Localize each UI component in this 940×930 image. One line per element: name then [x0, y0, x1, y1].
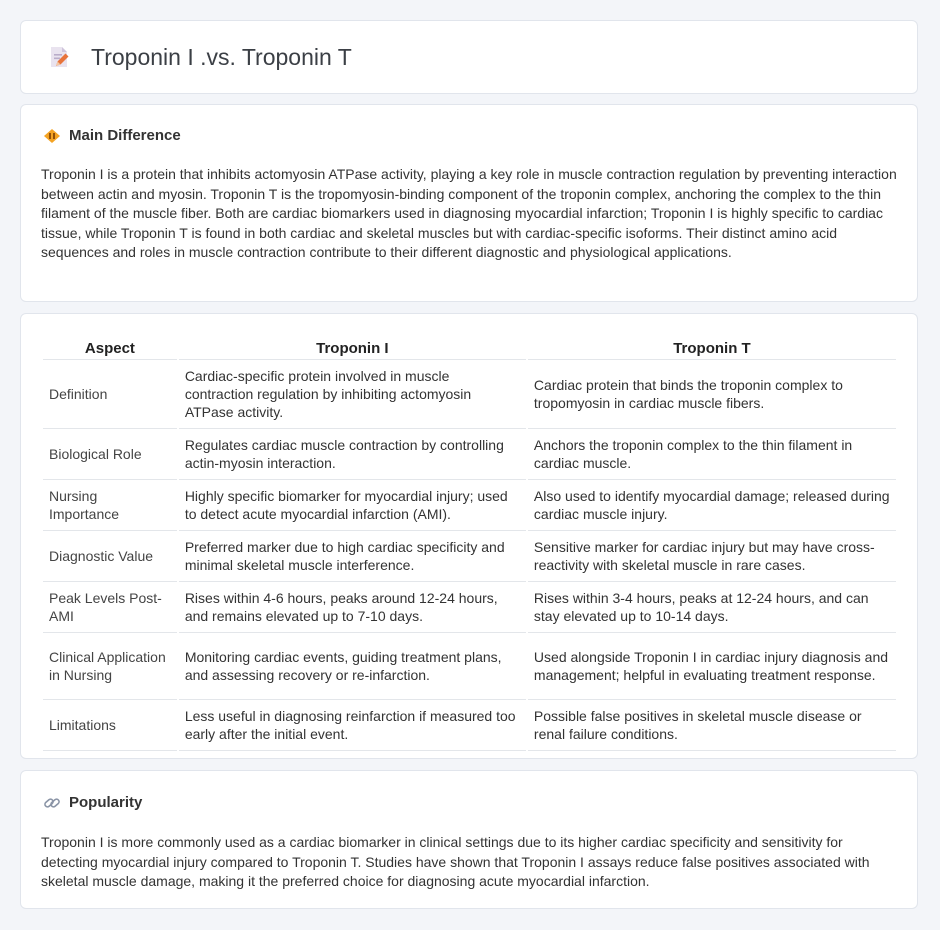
aspect-cell: Diagnostic Value — [43, 531, 177, 582]
troponin-t-cell: Possible false positives in skeletal muscle disease or renal failure conditions. — [528, 700, 896, 751]
popularity-heading: Popularity — [69, 794, 143, 811]
main-difference-header — [43, 127, 181, 144]
table-row — [43, 582, 896, 633]
main-difference-heading: Main Difference — [69, 127, 181, 144]
troponin-i-cell: Cardiac-specific protein involved in muscle contraction regulation by inhibiting actomyosin ATPase activity. — [179, 360, 526, 429]
troponin-i-cell: Highly specific biomarker for myocardial injury; used to detect acute myocardial infarction (AMI). — [179, 480, 526, 531]
aspect-cell: Peak Levels Post-AMI — [43, 582, 177, 633]
troponin-i-cell: Monitoring cardiac events, guiding treatment plans, and assessing recovery or re-infarction. — [179, 633, 526, 700]
popularity-text: Troponin I is more commonly used as a cardiac biomarker in clinical settings due to its higher cardiac specificity and sensitivity for detecting myocardial injury compared to Troponin T. Studies have shown that Troponin I assays reduce false positives associated with skeletal muscle damage, making it the preferred choice for diagnosing acute myocardial infarction. — [41, 834, 870, 889]
troponin-i-cell: Less useful in diagnosing reinfarction if measured too early after the initial event. — [179, 700, 526, 751]
popularity-card — [20, 770, 918, 909]
aspect-cell: Definition — [43, 360, 177, 429]
diamond-warning-icon — [43, 128, 61, 144]
document-edit-icon — [47, 45, 71, 69]
table-row — [43, 429, 896, 480]
table-row — [43, 531, 896, 582]
aspect-cell: Biological Role — [43, 429, 177, 480]
page-title: Troponin I .vs. Troponin T — [91, 43, 352, 70]
column-header-troponin-i: Troponin I — [179, 334, 526, 360]
table-row — [43, 480, 896, 531]
troponin-t-cell: Also used to identify myocardial damage; released during cardiac muscle injury. — [528, 480, 896, 531]
comparison-table-card — [20, 313, 918, 759]
title-card — [20, 20, 918, 94]
troponin-t-cell: Anchors the troponin complex to the thin filament in cardiac muscle. — [528, 429, 896, 480]
troponin-t-cell: Rises within 3-4 hours, peaks at 12-24 hours, and can stay elevated up to 10-14 days. — [528, 582, 896, 633]
troponin-t-cell: Sensitive marker for cardiac injury but may have cross-reactivity with skeletal muscle in rare cases. — [528, 531, 896, 582]
table-row — [43, 360, 896, 429]
troponin-i-cell: Rises within 4-6 hours, peaks around 12-24 hours, and remains elevated up to 7-10 days. — [179, 582, 526, 633]
troponin-i-cell: Regulates cardiac muscle contraction by controlling actin-myosin interaction. — [179, 429, 526, 480]
troponin-i-cell: Preferred marker due to high cardiac specificity and minimal skeletal muscle interference. — [179, 531, 526, 582]
column-header-troponin-t: Troponin T — [528, 334, 896, 360]
table-row — [43, 633, 896, 700]
popularity-header — [43, 794, 142, 811]
main-difference-card — [20, 104, 918, 302]
column-header-aspect: Aspect — [43, 334, 177, 360]
troponin-t-cell: Cardiac protein that binds the troponin complex to tropomyosin in cardiac muscle fibers. — [528, 360, 896, 429]
main-difference-text: Troponin I is a protein that inhibits actomyosin ATPase activity, playing a key role in muscle contraction regulation by preventing interaction between actin and myosin. Troponin T is the tropomyosin-binding component of the troponin complex, anchoring the complex to the thin filament of the muscle fiber. Both are cardiac biomarkers used in diagnosing myocardial infarction; Troponin I is highly specific to cardiac tissue, while Troponin T is found in both cardiac and skeletal muscles but with cardiac-specific isoforms. Their distinct amino acid sequences and roles in muscle contraction contribute to their different diagnostic and physiological applications. — [41, 166, 897, 260]
aspect-cell: Nursing Importance — [43, 480, 177, 531]
table-row — [43, 700, 896, 751]
aspect-cell: Clinical Application in Nursing — [43, 633, 177, 700]
troponin-t-cell: Used alongside Troponin I in cardiac injury diagnosis and management; helpful in evaluating treatment response. — [528, 633, 896, 700]
table-header-row — [43, 334, 896, 360]
comparison-table — [41, 334, 898, 751]
link-icon — [43, 795, 61, 811]
aspect-cell: Limitations — [43, 700, 177, 751]
